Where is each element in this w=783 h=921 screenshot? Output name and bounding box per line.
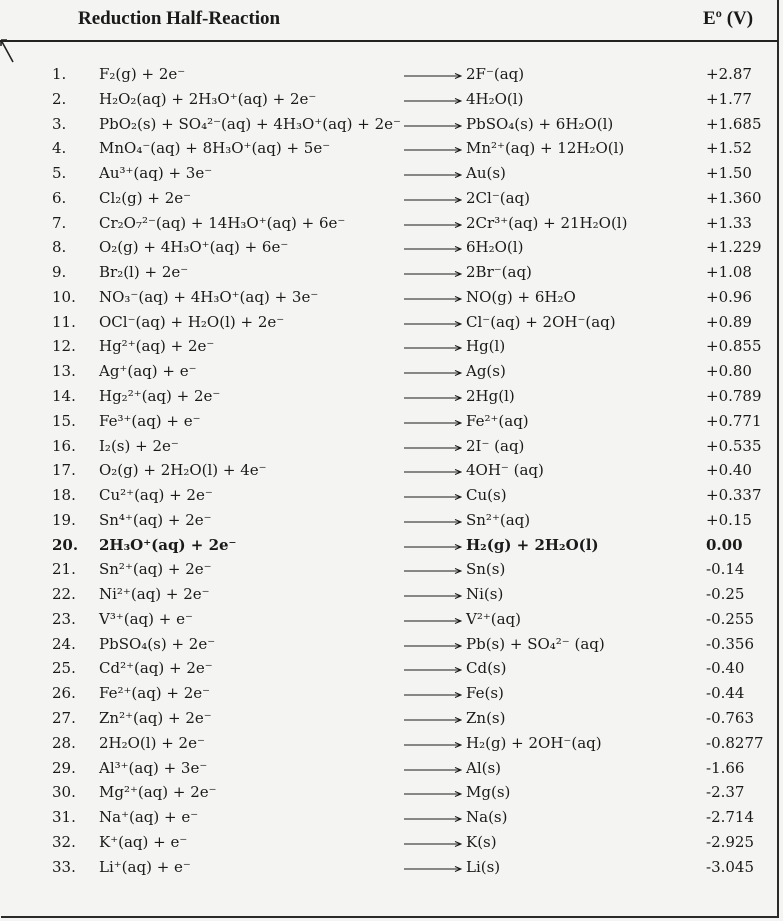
reaction-arrow-icon: [404, 345, 462, 351]
standard-potential: +1.33: [706, 213, 752, 232]
table-row: [0, 706, 778, 730]
products: Au(s): [466, 164, 506, 183]
row-number: 29.: [52, 758, 76, 777]
reaction-arrow-icon: [404, 98, 462, 104]
standard-potential: +0.89: [706, 312, 752, 331]
reactants: Ni²⁺(aq) + 2e⁻: [99, 585, 210, 604]
standard-potential: +1.685: [706, 114, 762, 133]
row-number: 21.: [52, 560, 76, 579]
reactants: Zn²⁺(aq) + 2e⁻: [99, 709, 212, 728]
reactants: PbSO₄(s) + 2e⁻: [99, 634, 216, 653]
reactants: O₂(g) + 2H₂O(l) + 4e⁻: [99, 461, 267, 480]
row-number: 24.: [52, 634, 76, 653]
row-number: 19.: [52, 510, 76, 529]
reactants: I₂(s) + 2e⁻: [99, 436, 179, 455]
row-number: 33.: [52, 857, 76, 876]
table-row: [0, 409, 778, 433]
reaction-arrow-icon: [404, 692, 462, 698]
table-row: [0, 607, 778, 631]
products: 4H₂O(l): [466, 89, 524, 108]
products: PbSO₄(s) + 6H₂O(l): [466, 114, 614, 133]
reactants: Au³⁺(aq) + 3e⁻: [99, 164, 213, 183]
table-row: [0, 805, 778, 829]
row-number: 11.: [52, 312, 76, 331]
table-header: [0, 0, 778, 42]
reactants: NO₃⁻(aq) + 4H₃O⁺(aq) + 3e⁻: [99, 287, 319, 306]
standard-potential: +1.77: [706, 89, 752, 108]
reactants: Li⁺(aq) + e⁻: [99, 857, 191, 876]
table-row: [0, 112, 778, 136]
reactants: 2H₂O(l) + 2e⁻: [99, 733, 205, 752]
products: 6H₂O(l): [466, 238, 524, 257]
table-row: [0, 557, 778, 581]
row-number: 7.: [52, 213, 67, 232]
products: 2Cl⁻(aq): [466, 188, 530, 207]
standard-potential: 0.00: [706, 535, 743, 554]
table-row: [0, 632, 778, 656]
reactants: Cl₂(g) + 2e⁻: [99, 188, 192, 207]
reactants: F₂(g) + 2e⁻: [99, 65, 186, 83]
products: 4OH⁻ (aq): [466, 461, 544, 480]
table-row: [0, 334, 778, 358]
products: 2Hg(l): [466, 387, 515, 405]
row-number: 1.: [52, 65, 67, 83]
reactants: 2H₃O⁺(aq) + 2e⁻: [99, 535, 237, 554]
standard-potential: -0.40: [706, 659, 745, 678]
products: Cu(s): [466, 486, 507, 505]
reactants: O₂(g) + 4H₃O⁺(aq) + 6e⁻: [99, 238, 289, 257]
table-row: [0, 656, 778, 680]
standard-potential: +0.96: [706, 287, 752, 306]
products: Ni(s): [466, 585, 504, 604]
products: Na(s): [466, 808, 508, 827]
reactants: Al³⁺(aq) + 3e⁻: [99, 758, 208, 777]
row-number: 9.: [52, 263, 67, 282]
products: Ag(s): [466, 362, 506, 381]
row-number: 28.: [52, 733, 76, 752]
reaction-arrow-icon: [404, 197, 462, 203]
standard-potential: -0.255: [706, 609, 755, 628]
row-number: 15.: [52, 411, 76, 430]
products: Sn(s): [466, 560, 506, 579]
reaction-arrow-icon: [404, 667, 462, 673]
row-number: 23.: [52, 609, 76, 628]
row-number: 5.: [52, 164, 67, 183]
reactants: K⁺(aq) + e⁻: [99, 832, 188, 851]
standard-potential: -1.66: [706, 758, 745, 777]
table-row: [0, 62, 778, 86]
products: Fe²⁺(aq): [466, 411, 529, 430]
column-header-reaction: Reduction Half-Reaction: [78, 8, 281, 29]
row-number: 12.: [52, 337, 76, 356]
reaction-arrow-icon: [404, 73, 462, 79]
reaction-arrow-icon: [404, 717, 462, 723]
reaction-arrow-icon: [404, 395, 462, 401]
products: Cd(s): [466, 659, 507, 678]
reactants: Fe³⁺(aq) + e⁻: [99, 411, 201, 430]
reactants: Mg²⁺(aq) + 2e⁻: [99, 783, 217, 802]
standard-potential: -0.25: [706, 585, 745, 604]
standard-potential: -2.714: [706, 808, 755, 827]
row-number: 31.: [52, 808, 76, 827]
reaction-arrow-icon: [404, 445, 462, 451]
row-number: 10.: [52, 287, 76, 306]
reactants: H₂O₂(aq) + 2H₃O⁺(aq) + 2e⁻: [99, 89, 317, 108]
standard-potential: -2.37: [706, 783, 745, 802]
reaction-arrow-icon: [404, 469, 462, 475]
table-row: [0, 434, 778, 458]
reactants: Cd²⁺(aq) + 2e⁻: [99, 659, 213, 678]
table-row: [0, 285, 778, 309]
row-number: 14.: [52, 387, 76, 405]
standard-potential: -0.763: [706, 709, 755, 728]
products: K(s): [466, 832, 497, 851]
reaction-arrow-icon: [404, 494, 462, 500]
reaction-arrow-icon: [404, 643, 462, 649]
standard-potential: +0.15: [706, 510, 752, 529]
reactants: Sn²⁺(aq) + 2e⁻: [99, 560, 212, 579]
reactants: Hg₂²⁺(aq) + 2e⁻: [99, 387, 221, 405]
table-row: [0, 310, 778, 334]
products: NO(g) + 6H₂O: [466, 287, 576, 306]
table-row: [0, 260, 778, 284]
table-row: [0, 780, 778, 804]
products: 2I⁻ (aq): [466, 436, 525, 455]
standard-potential: +2.87: [706, 65, 752, 83]
standard-potential: +0.535: [706, 436, 762, 455]
row-number: 30.: [52, 783, 76, 802]
products: Fe(s): [466, 684, 504, 703]
standard-potential: +0.80: [706, 362, 752, 381]
products: V²⁺(aq): [466, 609, 522, 628]
reaction-arrow-icon: [404, 370, 462, 376]
table-row: [0, 458, 778, 482]
reactants: Sn⁴⁺(aq) + 2e⁻: [99, 510, 212, 529]
reactants: Ag⁺(aq) + e⁻: [99, 362, 197, 381]
row-number: 22.: [52, 585, 76, 604]
table-row: [0, 533, 778, 557]
reaction-arrow-icon: [404, 172, 462, 178]
row-number: 8.: [52, 238, 67, 257]
standard-potential: +1.50: [706, 164, 752, 183]
standard-potential: -0.14: [706, 560, 745, 579]
reactants: V³⁺(aq) + e⁻: [99, 609, 193, 628]
row-number: 32.: [52, 832, 76, 851]
row-number: 20.: [52, 535, 79, 554]
standard-potential: +0.855: [706, 337, 762, 356]
row-number: 25.: [52, 659, 76, 678]
products: 2Cr³⁺(aq) + 21H₂O(l): [466, 213, 628, 232]
reaction-arrow-icon: [404, 420, 462, 426]
reaction-arrow-icon: [404, 593, 462, 599]
reactants: MnO₄⁻(aq) + 8H₃O⁺(aq) + 5e⁻: [99, 139, 331, 158]
standard-potential: -2.925: [706, 832, 755, 851]
products: H₂(g) + 2OH⁻(aq): [466, 733, 602, 752]
row-number: 4.: [52, 139, 67, 158]
standard-potential: -3.045: [706, 857, 755, 876]
table-row: [0, 681, 778, 705]
table-row: [0, 87, 778, 111]
table-row: [0, 235, 778, 259]
standard-potential: +0.40: [706, 461, 752, 480]
products: Pb(s) + SO₄²⁻ (aq): [466, 634, 605, 653]
reaction-arrow-icon: [404, 568, 462, 574]
products: 2F⁻(aq): [466, 65, 525, 83]
reaction-arrow-icon: [404, 742, 462, 748]
table-row: [0, 731, 778, 755]
products: Cl⁻(aq) + 2OH⁻(aq): [466, 312, 616, 331]
row-number: 18.: [52, 486, 76, 505]
reaction-arrow-icon: [404, 321, 462, 327]
table-row: [0, 359, 778, 383]
standard-potential: +0.337: [706, 486, 762, 505]
corner-mark-icon: [0, 38, 14, 64]
reactants: Cu²⁺(aq) + 2e⁻: [99, 486, 213, 505]
reaction-arrow-icon: [404, 123, 462, 129]
row-number: 6.: [52, 188, 67, 207]
reaction-arrow-icon: [404, 618, 462, 624]
products: Sn²⁺(aq): [466, 510, 531, 529]
column-header-potential: Eº (V): [703, 8, 754, 29]
table-row: [0, 830, 778, 854]
reaction-arrow-icon: [404, 544, 462, 550]
standard-potential: +1.08: [706, 263, 752, 282]
products: Mn²⁺(aq) + 12H₂O(l): [466, 139, 625, 158]
products: Zn(s): [466, 709, 506, 728]
table-row: [0, 186, 778, 210]
table-row: [0, 211, 778, 235]
row-number: 17.: [52, 461, 76, 480]
table-row: [0, 384, 778, 408]
reactants: Hg²⁺(aq) + 2e⁻: [99, 337, 215, 356]
products: Al(s): [466, 758, 502, 777]
reaction-arrow-icon: [404, 222, 462, 228]
standard-potential: +1.52: [706, 139, 752, 158]
table-row: [0, 756, 778, 780]
reaction-arrow-icon: [404, 767, 462, 773]
reactants: OCl⁻(aq) + H₂O(l) + 2e⁻: [99, 312, 285, 331]
products: Mg(s): [466, 783, 511, 802]
products: Li(s): [466, 857, 501, 876]
table-row: [0, 508, 778, 532]
row-number: 3.: [52, 114, 67, 133]
row-number: 13.: [52, 362, 76, 381]
standard-potential: +0.771: [706, 411, 762, 430]
products: 2Br⁻(aq): [466, 263, 532, 282]
reaction-arrow-icon: [404, 296, 462, 302]
reactants: Br₂(l) + 2e⁻: [99, 263, 189, 282]
row-number: 26.: [52, 684, 76, 703]
products: Hg(l): [466, 337, 506, 356]
standard-potential: +1.229: [706, 238, 762, 257]
table-row: [0, 161, 778, 185]
table-row: [0, 855, 778, 879]
row-number: 2.: [52, 89, 67, 108]
reaction-arrow-icon: [404, 246, 462, 252]
table-row: [0, 582, 778, 606]
standard-potential: +1.360: [706, 188, 762, 207]
reaction-arrow-icon: [404, 791, 462, 797]
standard-potential: -0.44: [706, 684, 745, 703]
table-row: [0, 483, 778, 507]
table-row: [0, 136, 778, 160]
row-number: 16.: [52, 436, 76, 455]
reaction-arrow-icon: [404, 816, 462, 822]
reactants: Fe²⁺(aq) + 2e⁻: [99, 684, 211, 703]
standard-potential: -0.356: [706, 634, 755, 653]
reaction-arrow-icon: [404, 519, 462, 525]
standard-potential: +0.789: [706, 387, 762, 405]
reaction-arrow-icon: [404, 866, 462, 872]
row-number: 27.: [52, 709, 76, 728]
reactants: Cr₂O₇²⁻(aq) + 14H₃O⁺(aq) + 6e⁻: [99, 213, 346, 232]
reactants: Na⁺(aq) + e⁻: [99, 808, 199, 827]
reaction-arrow-icon: [404, 841, 462, 847]
reaction-arrow-icon: [404, 271, 462, 277]
reaction-arrow-icon: [404, 147, 462, 153]
products: H₂(g) + 2H₂O(l): [466, 535, 599, 554]
reactants: PbO₂(s) + SO₄²⁻(aq) + 4H₃O⁺(aq) + 2e⁻: [99, 114, 401, 133]
standard-potential: -0.8277: [706, 733, 764, 752]
